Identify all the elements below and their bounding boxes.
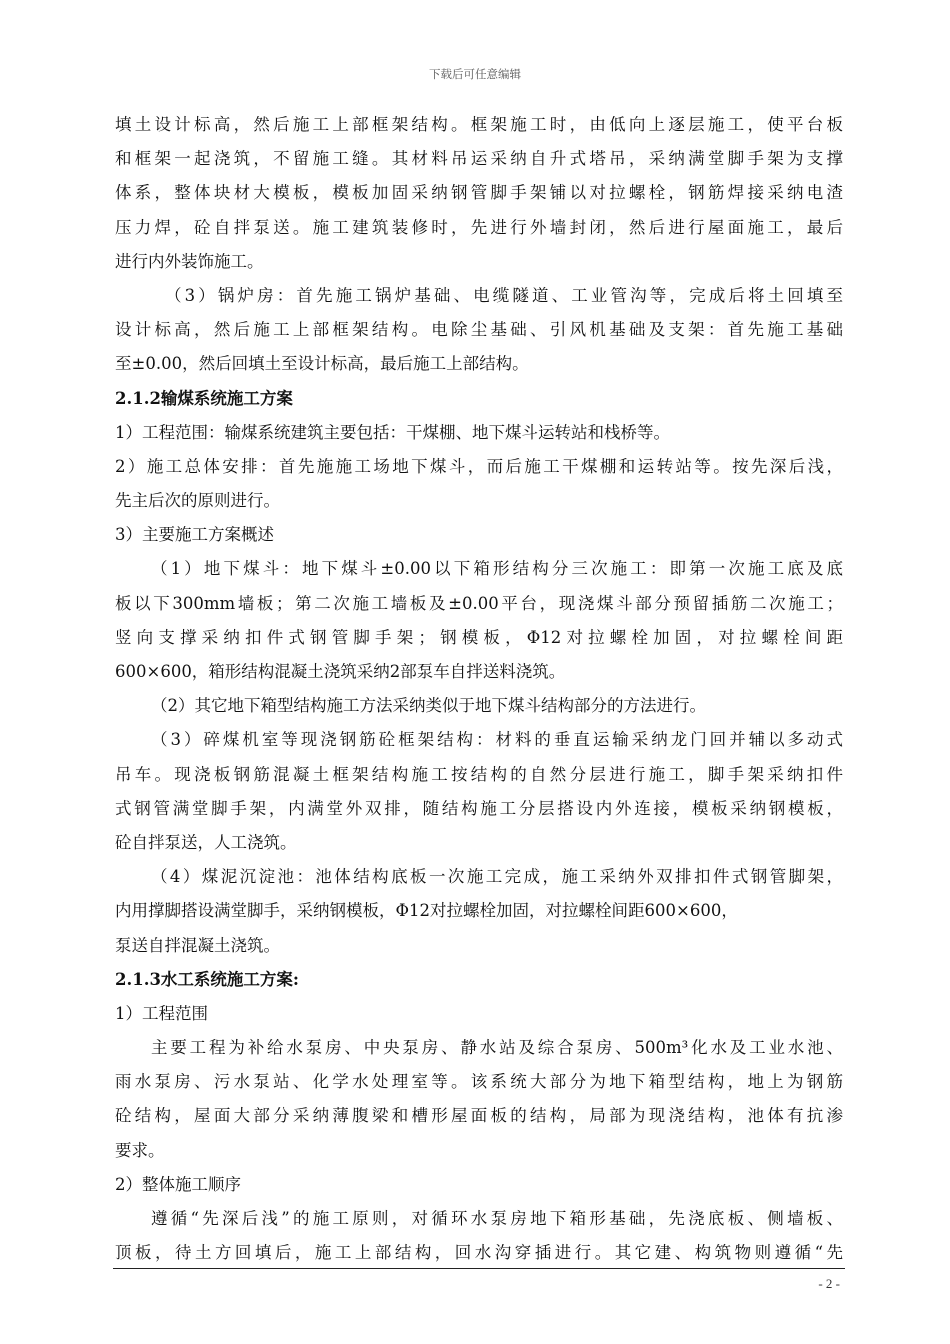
document-body <box>115 108 843 1270</box>
footer-divider <box>113 1268 845 1269</box>
paragraph-line: 进行内外装饰施工。 <box>115 251 264 271</box>
paragraph-line: 至±0.00，然后回填土至设计标高，最后施工上部结构。 <box>115 354 529 374</box>
paragraph-line: 要求。 <box>115 1140 165 1160</box>
paragraph-line: 遵循“先深后浅”的施工原则，对循环水泵房地下箱形基础，先浇底板、侧墙板、 <box>151 1209 843 1228</box>
page-number: - 2 - <box>818 1276 840 1291</box>
paragraph-line: （1）地下煤斗：地下煤斗±0.00以下箱形结构分三次施工：即第一次施工底及底 <box>151 559 843 579</box>
paragraph-line: 砼结构，屋面大部分采纳薄腹梁和槽形屋面板的结构，局部为现浇结构，池体有抗渗 <box>115 1106 843 1126</box>
paragraph-line: 泵送自拌混凝土浇筑。 <box>115 935 280 955</box>
page-header: 下载后可任意编辑 <box>429 67 521 81</box>
paragraph-line: 2）施工总体安排：首先施施工场地下煤斗，而后施工干煤棚和运转站等。按先深后浅， <box>115 456 843 476</box>
paragraph-line: 板以下300mm墙板；第二次施工墙板及±0.00平台，现浇煤斗部分预留插筋二次施工； <box>115 593 843 613</box>
paragraph-line: 竖向支撑采纳扣件式钢管脚手架；钢模板，Φ12对拉螺栓加固，对拉螺栓间距 <box>115 627 843 647</box>
paragraph-line: 顶板，待土方回填后，施工上部结构，回水沟穿插进行。其它建、构筑物则遵循“先 <box>115 1243 843 1263</box>
paragraph-line: 先主后次的原则进行。 <box>115 491 280 511</box>
paragraph-line: （4）煤泥沉淀池：池体结构底板一次施工完成，施工采纳外双排扣件式钢管脚架， <box>151 867 843 887</box>
paragraph-line: 雨水泵房、污水泵站、化学水处理室等。该系统大部分为地下箱型结构，地上为钢筋 <box>115 1072 843 1092</box>
paragraph-line: 体系，整体块材大模板，模板加固采纳钢管脚手架铺以对拉螺栓，钢筋焊接采纳电渣 <box>115 183 843 203</box>
paragraph-line: 压力焊，砼自拌泵送。施工建筑装修时，先进行外墙封闭，然后进行屋面施工，最后 <box>115 217 843 237</box>
paragraph-line: （3）锅炉房：首先施工锅炉基础、电缆隧道、工业管沟等，完成后将土回填至 <box>165 285 843 305</box>
paragraph-line: 设计标高，然后施工上部框架结构。电除尘基础、引风机基础及支架：首先施工基础 <box>115 320 843 340</box>
paragraph-line: 1）工程范围 <box>115 1003 208 1023</box>
paragraph-line: 3）主要施工方案概述 <box>115 525 274 545</box>
paragraph-line: 600×600，箱形结构混凝土浇筑采纳2部泵车自拌送料浇筑。 <box>115 662 566 681</box>
paragraph-line: 砼自拌泵送，人工浇筑。 <box>115 832 297 852</box>
paragraph-line: 式钢管满堂脚手架，内满堂外双排，随结构施工分层搭设内外连接，模板采纳钢模板， <box>115 798 843 818</box>
section-heading: 2.1.2输煤系统施工方案 <box>115 388 293 408</box>
paragraph-line: 内用撑脚搭设满堂脚手，采纳钢模板，Φ12对拉螺栓加固，对拉螺栓间距600×600， <box>115 901 738 921</box>
paragraph-line: 1）工程范围：输煤系统建筑主要包括：干煤棚、地下煤斗运转站和栈桥等。 <box>115 422 670 442</box>
paragraph-line: 填土设计标高，然后施工上部框架结构。框架施工时，由低向上逐层施工，使平台板 <box>115 115 843 134</box>
paragraph-line: 主要工程为补给水泵房、中央泵房、静水站及综合泵房、500m³化水及工业水池、 <box>151 1038 843 1058</box>
paragraph-line: （3）碎煤机室等现浇钢筋砼框架结构：材料的垂直运输采纳龙门回并辅以多动式 <box>151 730 843 750</box>
paragraph-line: 和框架一起浇筑，不留施工缝。其材料吊运采纳自升式塔吊，采纳满堂脚手架为支撑 <box>115 149 843 169</box>
paragraph-line: （2）其它地下箱型结构施工方法采纳类似于地下煤斗结构部分的方法进行。 <box>151 696 706 716</box>
paragraph-line: 吊车。现浇板钢筋混凝土框架结构施工按结构的自然分层进行施工，脚手架采纳扣件 <box>115 764 843 784</box>
section-heading: 2.1.3水工系统施工方案: <box>115 969 300 989</box>
paragraph-line: 2）整体施工顺序 <box>115 1174 241 1194</box>
